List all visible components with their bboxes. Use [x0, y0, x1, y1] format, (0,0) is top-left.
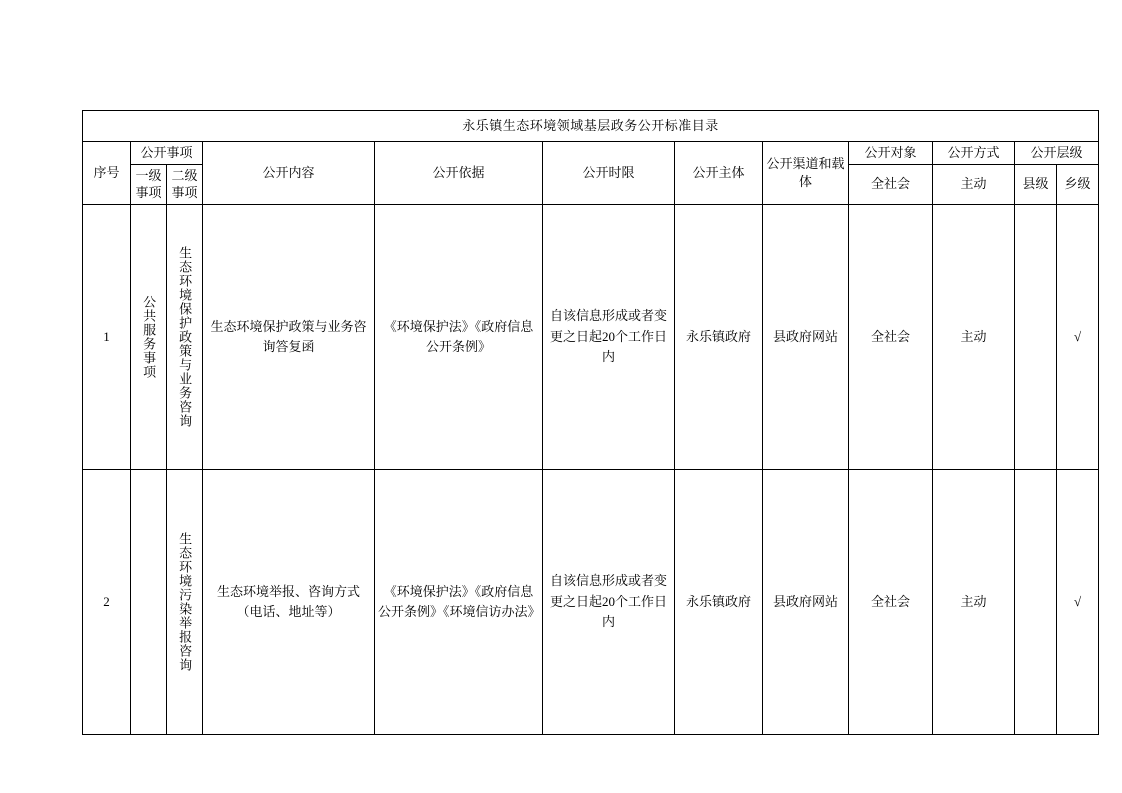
- header-audience-value: 全社会: [849, 164, 933, 204]
- cell-level-county: [1015, 469, 1057, 734]
- header-row-top: [83, 142, 1099, 165]
- cell-seq: 1: [83, 204, 131, 469]
- cell-method: 主动: [933, 204, 1015, 469]
- cell-level2-text: 生态环境污染举报咨询: [177, 531, 193, 672]
- cell-audience: 全社会: [849, 469, 933, 734]
- header-channel: 公开渠道和载体: [763, 142, 849, 205]
- cell-level2: [167, 469, 203, 734]
- header-level-county: 县级: [1015, 164, 1057, 204]
- header-audience-group: 公开对象: [849, 142, 933, 165]
- cell-channel: 县政府网站: [763, 204, 849, 469]
- cell-level2: [167, 204, 203, 469]
- page-title: 永乐镇生态环境领域基层政务公开标准目录: [83, 111, 1099, 142]
- table-row: [83, 204, 1099, 469]
- title-row: [83, 111, 1099, 142]
- cell-seq: 2: [83, 469, 131, 734]
- cell-level1-text: 公共服务事项: [141, 294, 157, 379]
- cell-subject: 永乐镇政府: [675, 204, 763, 469]
- cell-level1: [131, 469, 167, 734]
- cell-level-county: [1015, 204, 1057, 469]
- cell-deadline: 自该信息形成或者变更之日起20个工作日内: [543, 469, 675, 734]
- header-level-group: 公开层级: [1015, 142, 1099, 165]
- cell-method: 主动: [933, 469, 1015, 734]
- cell-level-town: √: [1057, 204, 1099, 469]
- cell-level-town: √: [1057, 469, 1099, 734]
- cell-deadline: 自该信息形成或者变更之日起20个工作日内: [543, 204, 675, 469]
- cell-content: 生态环境保护政策与业务咨询答复函: [203, 204, 375, 469]
- cell-content: 生态环境举报、咨询方式（电话、地址等）: [203, 469, 375, 734]
- disclosure-catalog-table: [82, 110, 1099, 735]
- cell-basis: 《环境保护法》《政府信息公开条例》《环境信访办法》: [375, 469, 543, 734]
- cell-level2-text: 生态环境保护政策与业务咨询: [177, 245, 193, 428]
- cell-level1: [131, 204, 167, 469]
- header-level2: 二级事项: [167, 164, 203, 204]
- cell-audience: 全社会: [849, 204, 933, 469]
- header-level-town: 乡级: [1057, 164, 1099, 204]
- header-deadline: 公开时限: [543, 142, 675, 205]
- header-seq: 序号: [83, 142, 131, 205]
- header-content: 公开内容: [203, 142, 375, 205]
- cell-subject: 永乐镇政府: [675, 469, 763, 734]
- header-subject: 公开主体: [675, 142, 763, 205]
- cell-basis: 《环境保护法》《政府信息公开条例》: [375, 204, 543, 469]
- header-method-group: 公开方式: [933, 142, 1015, 165]
- header-basis: 公开依据: [375, 142, 543, 205]
- header-public-item-group: 公开事项: [131, 142, 203, 165]
- table-container: [82, 110, 1091, 735]
- header-method-value: 主动: [933, 164, 1015, 204]
- table-row: [83, 469, 1099, 734]
- cell-channel: 县政府网站: [763, 469, 849, 734]
- header-level1: 一级事项: [131, 164, 167, 204]
